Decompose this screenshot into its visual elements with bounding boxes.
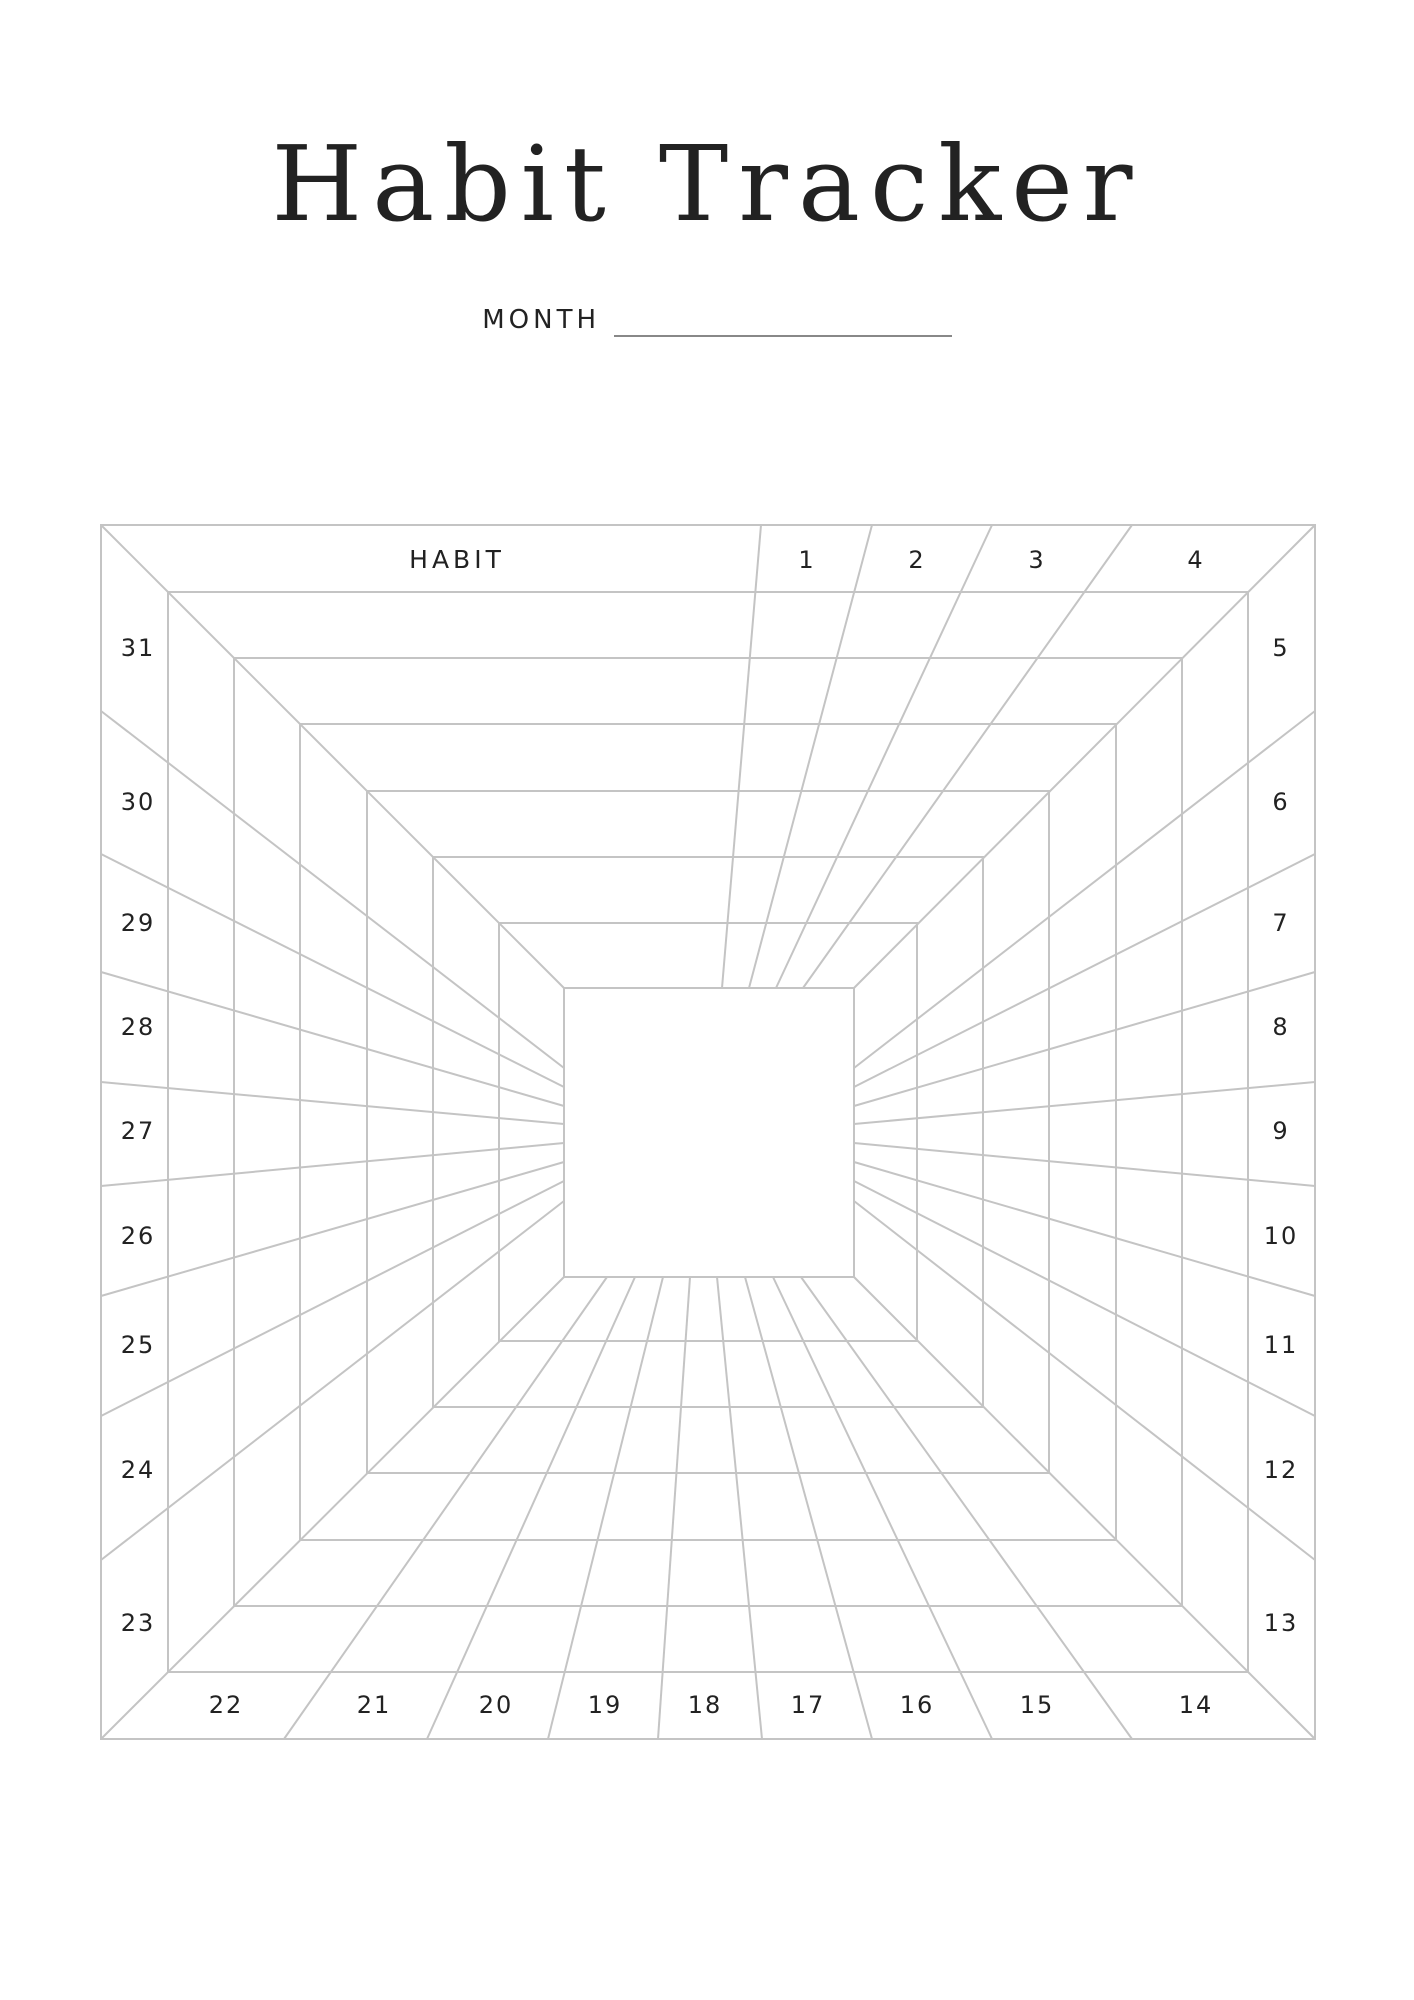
day-label-right-6: 10 [1263,1222,1299,1250]
left-divider-3 [101,972,564,1106]
right-divider-3 [854,972,1315,1106]
day-label-right-7: 11 [1263,1331,1299,1359]
day-label-right-8: 12 [1263,1456,1299,1484]
habit-header-label: HABIT [409,545,505,574]
top-divider-1 [722,525,761,988]
day-label-bottom-3: 20 [478,1691,514,1719]
day-label-left-8: 24 [120,1456,156,1484]
day-label-top-1: 1 [798,546,816,574]
day-label-left-2: 30 [120,788,156,816]
bottom-divider-7 [773,1277,992,1739]
day-label-bottom-6: 17 [790,1691,826,1719]
right-divider-4 [854,1082,1315,1124]
day-label-right-3: 7 [1272,909,1290,937]
day-label-left-1: 31 [120,634,156,662]
bottom-divider-5 [717,1277,762,1739]
day-label-bottom-4: 19 [587,1691,623,1719]
bottom-divider-2 [427,1277,635,1739]
day-label-bottom-9: 14 [1178,1691,1214,1719]
day-label-bottom-1: 22 [208,1691,244,1719]
bottom-divider-4 [658,1277,690,1739]
corner-diagonal-tr [854,525,1315,988]
day-label-right-2: 6 [1272,788,1290,816]
day-label-left-5: 27 [120,1117,156,1145]
day-label-right-5: 9 [1272,1117,1290,1145]
left-divider-6 [101,1162,564,1296]
top-divider-4 [803,525,1132,988]
day-label-right-1: 5 [1272,634,1290,662]
month-label: MONTH [482,305,600,335]
day-label-bottom-5: 18 [687,1691,723,1719]
day-label-right-4: 8 [1272,1013,1290,1041]
day-label-top-2: 2 [908,546,926,574]
corner-diagonal-br [854,1277,1315,1739]
day-label-bottom-8: 15 [1019,1691,1055,1719]
day-label-top-4: 4 [1187,546,1205,574]
day-label-bottom-7: 16 [899,1691,935,1719]
day-label-left-3: 29 [120,909,156,937]
bottom-divider-3 [548,1277,663,1739]
day-label-bottom-2: 21 [356,1691,392,1719]
day-label-left-9: 23 [120,1609,156,1637]
day-label-top-3: 3 [1028,546,1046,574]
right-divider-5 [854,1143,1315,1186]
left-divider-4 [101,1082,564,1124]
right-divider-6 [854,1162,1315,1296]
day-label-left-4: 28 [120,1013,156,1041]
day-label-right-9: 13 [1263,1609,1299,1637]
bottom-divider-6 [745,1277,872,1739]
bottom-divider-8 [801,1277,1132,1739]
day-label-left-7: 25 [120,1331,156,1359]
corner-diagonal-tl [101,525,564,988]
tracker-grid[interactable] [101,525,1315,1739]
page-title: Habit Tracker [271,123,1143,245]
habit-ring-8 [564,988,854,1277]
left-divider-5 [101,1143,564,1186]
day-label-left-6: 26 [120,1222,156,1250]
top-divider-3 [776,525,992,988]
